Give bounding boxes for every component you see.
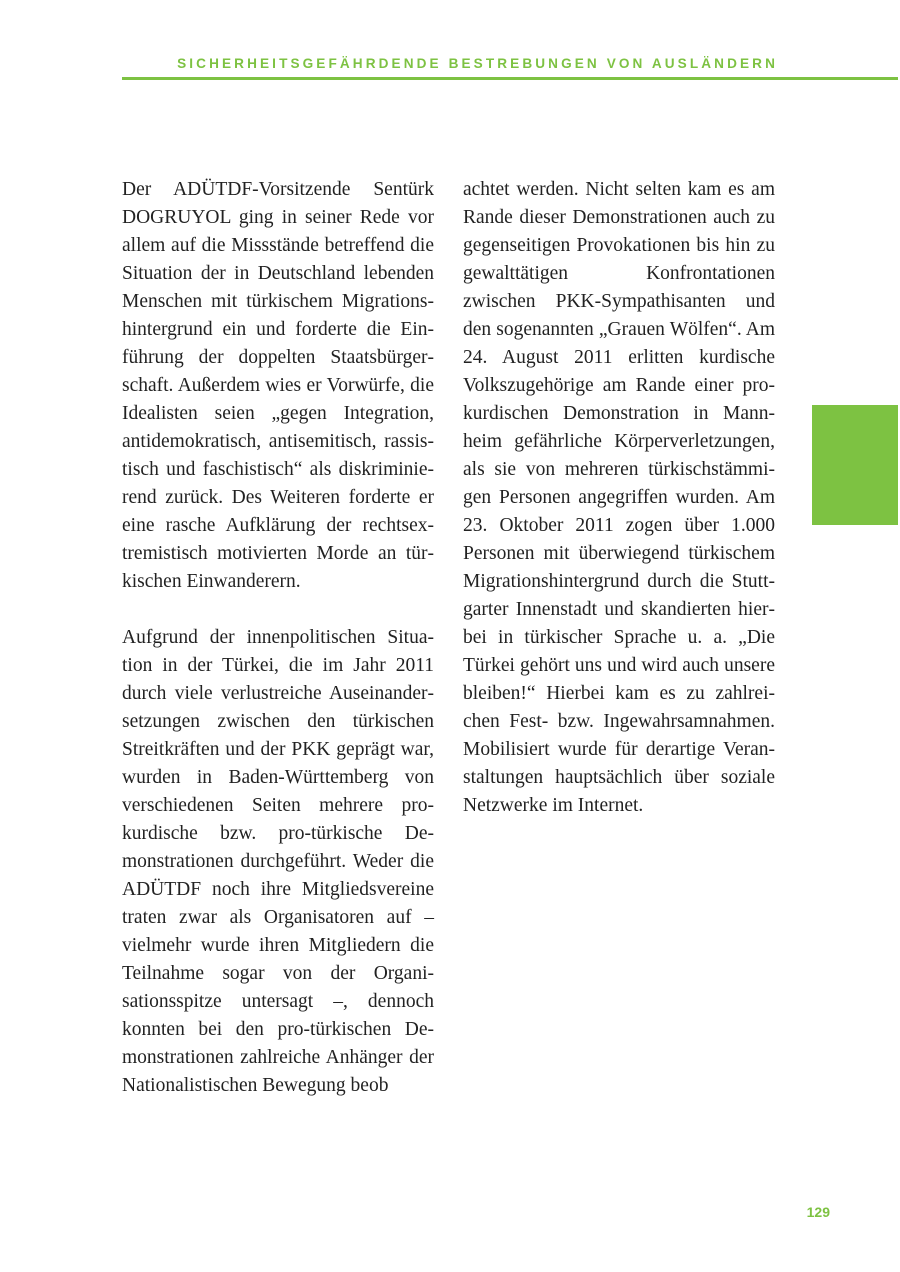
page-number: 129: [806, 1204, 830, 1220]
left-text-column: [122, 176, 434, 1100]
left-paragraph-2: Aufgrund der innenpolitischen Situation in der Türkei, die im Jahr 2011 durch viele verlustreiche Auseinandersetzungen zwischen den türkischen Streitkräften und der PKK geprägt war, wurden in Baden-Württemberg von verschiedenen Seiten mehrere pro-kurdische bzw. pro-türkische Demonstrationen durchgeführt. Weder die ADÜTDF noch ihre Mitgliedsvereine traten zwar als Organisatoren auf – vielmehr wurde ihren Mitgliedern die Teilnahme sogar von der Organisationsspitze untersagt –, dennoch konnten bei den pro-türkischen Demonstrationen zahlreiche Anhänger der Nationalistischen Bewegung beob: [122, 627, 434, 1096]
right-paragraph-1: achtet werden. Nicht selten kam es am Rande dieser Demonstrationen auch zu gegenseitigen Provokationen bis hin zu gewalttätigen Konfrontationen zwischen PKK-Sympathisanten und den sogenannten „Grauen Wölfen“. Am 24. August 2011 erlitten kurdische Volkszugehörige am Rande einer prokurdischen Demonstration in Mannheim gefährliche Körperverletzungen, als sie von mehreren türkischstämmigen Personen angegriffen wurden. Am 23. Oktober 2011 zogen über 1.000 Personen mit überwiegend türkischem Migrationshintergrund durch die Stuttgarter Innenstadt und skandierten hierbei in türkischer Sprache u. a. „Die Türkei gehört uns und wird auch unsere bleiben!“ Hierbei kam es zu zahlreichen Fest- bzw. Ingewahrsamnahmen. Mobilisiert wurde für derartige Veranstaltungen hauptsächlich über soziale Netzwerke im Internet.: [463, 179, 775, 816]
running-title: SICHERHEITSGEFÄHRDENDE BESTREBUNGEN VON AUSLÄNDERN: [177, 56, 778, 71]
right-text-column: [463, 176, 775, 820]
chapter-tab-marker: [812, 405, 898, 525]
left-paragraph-1: Der ADÜTDF-Vorsitzende Sentürk DOGRUYOL ging in seiner Rede vor allem auf die Missstände betreffend die Situation der in Deutschland lebenden Menschen mit türkischem Migrationshintergrund ein und forderte die Einführung der doppelten Staatsbürgerschaft. Außerdem wies er Vorwürfe, die Idealisten seien „gegen Integration, antidemokratisch, antisemitisch, rassistisch und faschistisch“ als diskriminierend zurück. Des Weiteren forderte er eine rasche Aufklärung der rechtsextremistisch motivierten Morde an türkischen Einwanderern.: [122, 179, 434, 592]
header-rule: [122, 77, 898, 80]
